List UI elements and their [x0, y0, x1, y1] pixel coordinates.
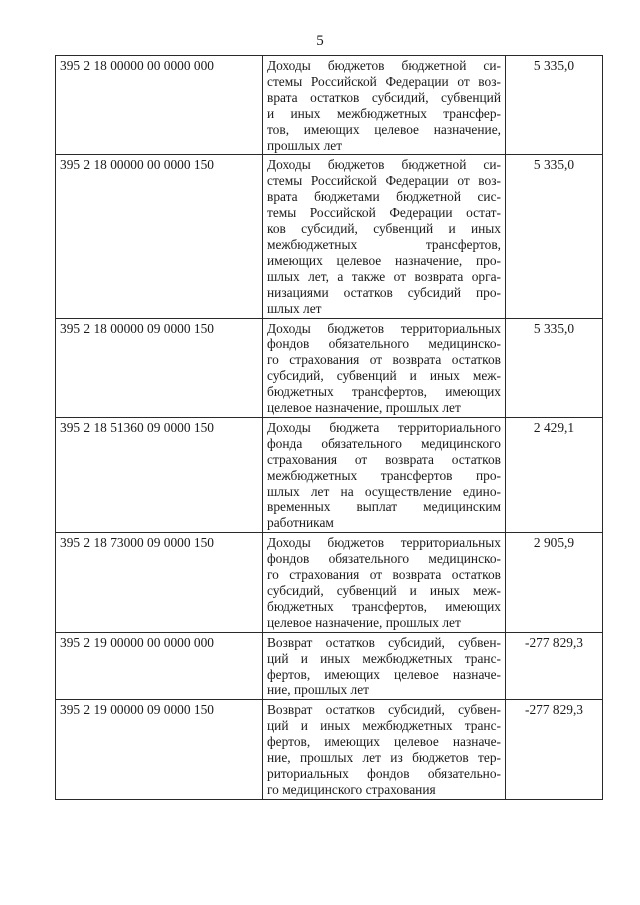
income-name-line: Доходы бюджетов бюджетной си- [267, 157, 501, 173]
classification-code-cell: 395 2 18 73000 09 0000 150 [56, 533, 263, 632]
income-name-line: стемы Российской Федерации от воз- [267, 173, 501, 189]
income-name-line: Доходы бюджетов территориальных [267, 535, 501, 551]
amount-cell: 5 335,0 [506, 155, 603, 318]
income-name-line: стемы Российской Федерации от воз- [267, 73, 501, 89]
income-name-line: шлых лет на осуществление едино- [267, 483, 501, 499]
budget-table [55, 55, 603, 800]
income-name-line: Возврат остатков субсидий, субвен- [267, 634, 501, 650]
income-name-line: работникам [267, 515, 334, 531]
income-name-line: фонда обязательного медицинского [267, 435, 501, 451]
income-name-line: ние, прошлых лет из бюджетов тер- [267, 750, 501, 766]
income-name-line: межбюджетных трансфертов про- [267, 467, 501, 483]
table-row [56, 155, 603, 318]
income-name-line: страхования от возврата остатков [267, 451, 501, 467]
income-name-line: фондов обязательного медицинско- [267, 551, 501, 567]
income-name-line: го медицинского страхования [267, 781, 436, 797]
income-name-line: целевое назначение, прошлых лет [267, 400, 461, 416]
income-name-line: субсидий, субвенций и иных меж- [267, 368, 501, 384]
income-name-line: фертов, имеющих целевое назначе- [267, 666, 501, 682]
income-name-cell [263, 56, 506, 155]
income-name-line: Доходы бюджета территориального [267, 419, 501, 435]
income-name-cell [263, 533, 506, 632]
amount-cell: 5 335,0 [506, 56, 603, 155]
income-name-line: субсидий, субвенций и иных меж- [267, 583, 501, 598]
income-name-line: го страхования от возврата остатков [267, 567, 501, 583]
income-name-line: целевое назначение, прошлых лет [267, 614, 461, 630]
amount-cell: -277 829,3 [506, 700, 603, 799]
income-name-line: шлых лет, а также от возврата орга- [267, 268, 501, 284]
income-name-line: ций и иных межбюджетных транс- [267, 650, 501, 666]
classification-code-cell: 395 2 19 00000 00 0000 000 [56, 632, 263, 700]
amount-cell: 2 905,9 [506, 533, 603, 632]
income-name-line: врата остатков субсидий, субвенций [267, 89, 501, 105]
income-name-line: Возврат остатков субсидий, субвен- [267, 702, 501, 718]
income-name-cell [263, 632, 506, 700]
classification-code-cell: 395 2 19 00000 09 0000 150 [56, 700, 263, 799]
income-name-line: ков субсидий, субвенций и иных [267, 221, 501, 237]
amount-cell: 2 429,1 [506, 417, 603, 532]
income-name-cell [263, 700, 506, 799]
amount-cell: 5 335,0 [506, 318, 603, 417]
income-name-line: Доходы бюджетов бюджетной си- [267, 58, 501, 73]
table-row [56, 632, 603, 700]
income-name-line: риториальных фондов обязательно- [267, 765, 501, 781]
income-name-line: Доходы бюджетов территориальных [267, 320, 501, 336]
income-name-line: врата бюджетами бюджетной сис- [267, 189, 501, 205]
table-row [56, 417, 603, 532]
page-number: 5 [316, 33, 324, 49]
income-name-line: го страхования от возврата остатков [267, 352, 501, 368]
income-name-line: темы Российской Федерации остат- [267, 205, 501, 221]
income-name-cell [263, 417, 506, 532]
income-name-line: межбюджетных трансфертов, [267, 236, 501, 252]
income-name-line: имеющих целевое назначение, про- [267, 252, 501, 268]
table-row [56, 533, 603, 632]
classification-code-cell: 395 2 18 00000 00 0000 150 [56, 155, 263, 318]
income-name-line: низациями остатков субсидий про- [267, 284, 501, 300]
income-name-line: временных выплат медицинским [267, 499, 501, 515]
income-name-cell [263, 318, 506, 417]
income-name-line: и иных межбюджетных трансфер- [267, 105, 501, 121]
table-row [56, 700, 603, 799]
income-name-line: прошлых лет [267, 137, 343, 153]
income-name-line: фондов обязательного медицинско- [267, 336, 501, 352]
table-row [56, 318, 603, 417]
classification-code-cell: 395 2 18 00000 09 0000 150 [56, 318, 263, 417]
budget-table-body [56, 56, 603, 800]
income-name-line: ций и иных межбюджетных транс- [267, 718, 501, 734]
amount-cell: -277 829,3 [506, 632, 603, 700]
income-name-line: тов, имеющих целевое назначение, [267, 121, 501, 137]
income-name-line: бюджетных трансфертов, имеющих [267, 384, 501, 400]
income-name-line: бюджетных трансфертов, имеющих [267, 598, 501, 614]
classification-code-cell: 395 2 18 00000 00 0000 000 [56, 56, 263, 155]
income-name-line: ние, прошлых лет [267, 682, 370, 698]
table-row [56, 56, 603, 155]
income-name-line: фертов, имеющих целевое назначе- [267, 734, 501, 750]
classification-code-cell: 395 2 18 51360 09 0000 150 [56, 417, 263, 532]
income-name-line: шлых лет [267, 300, 322, 316]
income-name-cell [263, 155, 506, 318]
